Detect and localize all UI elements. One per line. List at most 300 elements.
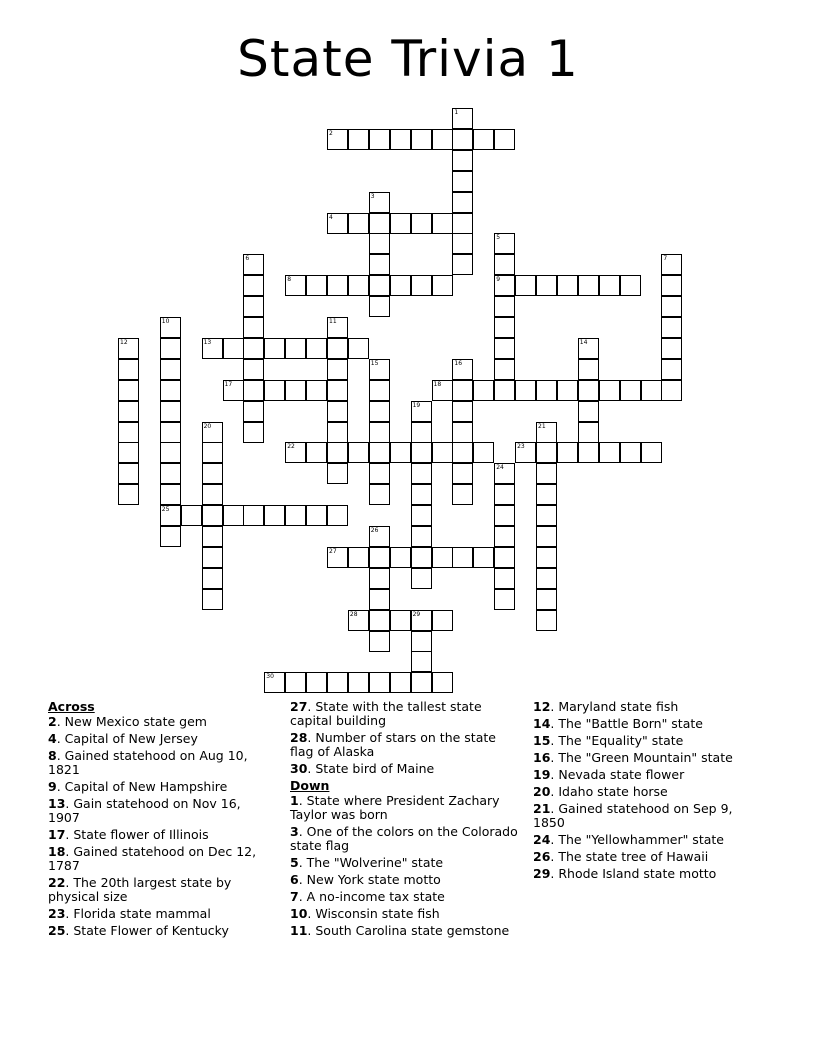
grid-cell[interactable] bbox=[202, 547, 223, 568]
grid-cell[interactable] bbox=[411, 442, 432, 463]
across-clue-list-continued bbox=[290, 700, 520, 776]
grid-cell[interactable] bbox=[369, 442, 390, 463]
grid-cell[interactable] bbox=[118, 463, 139, 484]
grid-cell[interactable] bbox=[661, 338, 682, 359]
grid-cell[interactable] bbox=[223, 505, 244, 526]
grid-cell[interactable] bbox=[452, 401, 473, 422]
grid-cell[interactable] bbox=[452, 108, 473, 129]
cell-number: 30 bbox=[266, 673, 274, 681]
cell-number: 23 bbox=[517, 443, 525, 451]
clue-number: 4 bbox=[48, 731, 57, 746]
grid-cell[interactable] bbox=[494, 463, 515, 484]
clue-item: 29. Rhode Island state motto bbox=[533, 866, 717, 881]
grid-cell[interactable] bbox=[348, 129, 369, 150]
grid-cell[interactable] bbox=[411, 547, 432, 568]
grid-cell[interactable] bbox=[327, 338, 348, 359]
clue-item: 23. Florida state mammal bbox=[48, 906, 211, 921]
grid-cell[interactable] bbox=[432, 610, 453, 631]
clue-item: 11. South Carolina state gemstone bbox=[290, 923, 510, 938]
grid-cell[interactable] bbox=[202, 338, 223, 359]
grid-cell[interactable] bbox=[411, 631, 432, 652]
clue-number: 2 bbox=[48, 714, 57, 729]
clue-item: 5. The "Wolverine" state bbox=[290, 855, 444, 870]
grid-cell[interactable] bbox=[348, 610, 369, 631]
grid-cell[interactable] bbox=[369, 589, 390, 610]
clue-item: 20. Idaho state horse bbox=[533, 784, 668, 799]
clue-number: 13 bbox=[48, 796, 66, 811]
clue-text: State with the tallest state capital building bbox=[290, 699, 482, 728]
grid-cell[interactable] bbox=[557, 442, 578, 463]
grid-cell[interactable] bbox=[494, 484, 515, 505]
grid-cell[interactable] bbox=[473, 547, 494, 568]
grid-cell[interactable] bbox=[599, 380, 620, 401]
clue-number: 10 bbox=[290, 906, 308, 921]
grid-cell[interactable] bbox=[599, 442, 620, 463]
grid-cell[interactable] bbox=[306, 505, 327, 526]
grid-cell[interactable] bbox=[285, 380, 306, 401]
grid-cell[interactable] bbox=[327, 213, 348, 234]
grid-cell[interactable] bbox=[285, 505, 306, 526]
grid-cell[interactable] bbox=[641, 442, 662, 463]
clue-number: 19 bbox=[533, 767, 551, 782]
cell-number: 9 bbox=[496, 276, 501, 284]
grid-cell[interactable] bbox=[243, 338, 264, 359]
grid-cell[interactable] bbox=[369, 129, 390, 150]
grid-cell[interactable] bbox=[494, 338, 515, 359]
grid-cell[interactable] bbox=[306, 672, 327, 693]
grid-cell[interactable] bbox=[620, 442, 641, 463]
clue-text: The 20th largest state by physical size bbox=[48, 875, 232, 904]
grid-cell[interactable] bbox=[452, 171, 473, 192]
grid-cell[interactable] bbox=[432, 275, 453, 296]
grid-cell[interactable] bbox=[327, 672, 348, 693]
grid-cell[interactable] bbox=[369, 296, 390, 317]
grid-cell[interactable] bbox=[306, 338, 327, 359]
grid-cell[interactable] bbox=[160, 442, 181, 463]
grid-cell[interactable] bbox=[369, 463, 390, 484]
clue-item: 10. Wisconsin state fish bbox=[290, 906, 440, 921]
grid-cell[interactable] bbox=[494, 505, 515, 526]
clue-text: The state tree of Hawaii bbox=[558, 849, 709, 864]
grid-cell[interactable] bbox=[411, 610, 432, 631]
clue-text: State where President Zachary Taylor was born bbox=[290, 793, 500, 822]
clue-item: 1. State where President Zachary Taylor was born bbox=[290, 793, 500, 822]
clue-item: 21. Gained statehood on Sep 9, 1850 bbox=[533, 801, 733, 830]
grid-cell[interactable] bbox=[202, 484, 223, 505]
grid-cell[interactable] bbox=[452, 547, 473, 568]
grid-cell[interactable] bbox=[411, 484, 432, 505]
grid-cell[interactable] bbox=[285, 672, 306, 693]
grid-cell[interactable] bbox=[160, 338, 181, 359]
grid-cell[interactable] bbox=[536, 505, 557, 526]
grid-cell[interactable] bbox=[411, 401, 432, 422]
grid-cell[interactable] bbox=[160, 359, 181, 380]
grid-cell[interactable] bbox=[369, 422, 390, 443]
grid-cell[interactable] bbox=[202, 463, 223, 484]
grid-cell[interactable] bbox=[348, 275, 369, 296]
grid-cell[interactable] bbox=[494, 568, 515, 589]
grid-cell[interactable] bbox=[160, 484, 181, 505]
grid-cell[interactable] bbox=[243, 380, 264, 401]
clue-number: 24 bbox=[533, 832, 551, 847]
grid-cell[interactable] bbox=[578, 422, 599, 443]
grid-cell[interactable] bbox=[243, 422, 264, 443]
grid-cell[interactable] bbox=[390, 442, 411, 463]
grid-cell[interactable] bbox=[327, 442, 348, 463]
grid-cell[interactable] bbox=[432, 380, 453, 401]
clue-text: Capital of New Jersey bbox=[64, 731, 198, 746]
clue-number: 14 bbox=[533, 716, 551, 731]
clue-number: 6 bbox=[290, 872, 299, 887]
grid-cell[interactable] bbox=[494, 233, 515, 254]
grid-cell[interactable] bbox=[306, 380, 327, 401]
grid-cell[interactable] bbox=[557, 275, 578, 296]
grid-cell[interactable] bbox=[494, 526, 515, 547]
grid-cell[interactable] bbox=[327, 129, 348, 150]
grid-cell[interactable] bbox=[285, 338, 306, 359]
grid-cell[interactable] bbox=[202, 568, 223, 589]
clue-text: Idaho state horse bbox=[558, 784, 668, 799]
grid-cell[interactable] bbox=[348, 338, 369, 359]
grid-cell[interactable] bbox=[243, 401, 264, 422]
across-heading: Across bbox=[48, 699, 95, 714]
grid-cell[interactable] bbox=[494, 254, 515, 275]
across-clue-list bbox=[48, 715, 263, 938]
grid-cell[interactable] bbox=[181, 505, 202, 526]
clue-item: 27. State with the tallest state capital building bbox=[290, 699, 482, 728]
grid-cell[interactable] bbox=[536, 463, 557, 484]
grid-cell[interactable] bbox=[452, 254, 473, 275]
grid-cell[interactable] bbox=[494, 275, 515, 296]
grid-cell[interactable] bbox=[578, 442, 599, 463]
clue-item: 18. Gained statehood on Dec 12, 1787 bbox=[48, 844, 257, 873]
clue-text: Gained statehood on Aug 10, 1821 bbox=[48, 748, 248, 777]
cell-number: 8 bbox=[287, 276, 292, 284]
clue-number: 11 bbox=[290, 923, 308, 938]
clue-number: 27 bbox=[290, 699, 308, 714]
grid-cell[interactable] bbox=[452, 484, 473, 505]
clue-item: 17. State flower of Illinois bbox=[48, 827, 209, 842]
grid-cell[interactable] bbox=[202, 422, 223, 443]
clue-text: New Mexico state gem bbox=[64, 714, 207, 729]
grid-cell[interactable] bbox=[515, 275, 536, 296]
grid-cell[interactable] bbox=[369, 631, 390, 652]
clue-number: 25 bbox=[48, 923, 66, 938]
clue-number: 30 bbox=[290, 761, 308, 776]
grid-cell[interactable] bbox=[452, 213, 473, 234]
grid-cell[interactable] bbox=[536, 442, 557, 463]
grid-cell[interactable] bbox=[223, 338, 244, 359]
grid-cell[interactable] bbox=[160, 380, 181, 401]
grid-cell[interactable] bbox=[390, 213, 411, 234]
grid-cell[interactable] bbox=[473, 129, 494, 150]
grid-cell[interactable] bbox=[327, 422, 348, 443]
clue-text: Maryland state fish bbox=[558, 699, 679, 714]
grid-cell[interactable] bbox=[369, 380, 390, 401]
grid-cell[interactable] bbox=[578, 401, 599, 422]
clue-text: New York state motto bbox=[306, 872, 441, 887]
grid-cell[interactable] bbox=[494, 296, 515, 317]
clue-number: 9 bbox=[48, 779, 57, 794]
grid-cell[interactable] bbox=[515, 442, 536, 463]
clue-number: 15 bbox=[533, 733, 551, 748]
grid-cell[interactable] bbox=[536, 610, 557, 631]
cell-number: 18 bbox=[433, 380, 442, 388]
clue-number: 26 bbox=[533, 849, 551, 864]
grid-cell[interactable] bbox=[432, 129, 453, 150]
clues-column-1 bbox=[48, 700, 263, 941]
grid-cell[interactable] bbox=[452, 233, 473, 254]
grid-cell[interactable] bbox=[160, 526, 181, 547]
grid-cell[interactable] bbox=[557, 380, 578, 401]
grid-cell[interactable] bbox=[160, 401, 181, 422]
grid-cell[interactable] bbox=[494, 129, 515, 150]
grid-cell[interactable] bbox=[411, 275, 432, 296]
clue-number: 16 bbox=[533, 750, 551, 765]
grid-cell[interactable] bbox=[118, 484, 139, 505]
grid-cell[interactable] bbox=[118, 359, 139, 380]
grid-cell[interactable] bbox=[160, 505, 181, 526]
clue-text: Gain statehood on Nov 16, 1907 bbox=[48, 796, 241, 825]
grid-cell[interactable] bbox=[223, 380, 244, 401]
grid-cell[interactable] bbox=[411, 651, 432, 672]
down-clue-list-continued bbox=[533, 700, 763, 881]
grid-cell[interactable] bbox=[661, 296, 682, 317]
grid-cell[interactable] bbox=[264, 338, 285, 359]
grid-cell[interactable] bbox=[369, 275, 390, 296]
grid-cell[interactable] bbox=[118, 380, 139, 401]
grid-cell[interactable] bbox=[160, 422, 181, 443]
grid-cell[interactable] bbox=[306, 275, 327, 296]
grid-cell[interactable] bbox=[243, 317, 264, 338]
clue-number: 1 bbox=[290, 793, 299, 808]
clue-text: State bird of Maine bbox=[315, 761, 435, 776]
grid-cell[interactable] bbox=[202, 505, 223, 526]
grid-cell[interactable] bbox=[432, 213, 453, 234]
grid-cell[interactable] bbox=[369, 547, 390, 568]
clue-text: Number of stars on the state flag of Alaska bbox=[290, 730, 496, 759]
clue-number: 21 bbox=[533, 801, 551, 816]
clue-text: Gained statehood on Sep 9, 1850 bbox=[533, 801, 733, 830]
grid-cell[interactable] bbox=[118, 338, 139, 359]
grid-cell[interactable] bbox=[264, 672, 285, 693]
grid-cell[interactable] bbox=[515, 380, 536, 401]
grid-cell[interactable] bbox=[411, 129, 432, 150]
grid-cell[interactable] bbox=[661, 359, 682, 380]
grid-cell[interactable] bbox=[661, 317, 682, 338]
clue-item: 26. The state tree of Hawaii bbox=[533, 849, 709, 864]
grid-cell[interactable] bbox=[327, 275, 348, 296]
grid-cell[interactable] bbox=[578, 275, 599, 296]
grid-cell[interactable] bbox=[264, 505, 285, 526]
grid-cell[interactable] bbox=[369, 672, 390, 693]
grid-cell[interactable] bbox=[452, 150, 473, 171]
grid-cell[interactable] bbox=[348, 442, 369, 463]
grid-cell[interactable] bbox=[348, 672, 369, 693]
clue-item: 24. The "Yellowhammer" state bbox=[533, 832, 724, 847]
clue-text: A no-income tax state bbox=[306, 889, 445, 904]
cell-number: 21 bbox=[538, 422, 546, 430]
grid-cell[interactable] bbox=[620, 275, 641, 296]
cell-number: 13 bbox=[203, 338, 212, 346]
grid-cell[interactable] bbox=[327, 463, 348, 484]
grid-cell[interactable] bbox=[306, 442, 327, 463]
grid-cell[interactable] bbox=[452, 129, 473, 150]
grid-cell[interactable] bbox=[432, 672, 453, 693]
grid-cell[interactable] bbox=[369, 610, 390, 631]
cell-number: 14 bbox=[579, 338, 588, 346]
clue-text: Rhode Island state motto bbox=[558, 866, 717, 881]
grid-cell[interactable] bbox=[599, 275, 620, 296]
clue-number: 22 bbox=[48, 875, 66, 890]
grid-cell[interactable] bbox=[243, 505, 264, 526]
page-title: State Trivia 1 bbox=[237, 30, 579, 88]
clue-text: The "Wolverine" state bbox=[306, 855, 444, 870]
grid-cell[interactable] bbox=[160, 463, 181, 484]
clue-text: The "Battle Born" state bbox=[558, 716, 703, 731]
down-clue-list bbox=[290, 794, 520, 938]
grid-cell[interactable] bbox=[264, 380, 285, 401]
grid-cell[interactable] bbox=[536, 275, 557, 296]
grid-cell[interactable] bbox=[620, 380, 641, 401]
clue-number: 7 bbox=[290, 889, 299, 904]
grid-cell[interactable] bbox=[369, 568, 390, 589]
grid-cell[interactable] bbox=[536, 380, 557, 401]
grid-cell[interactable] bbox=[369, 401, 390, 422]
grid-cell[interactable] bbox=[578, 380, 599, 401]
grid-cell[interactable] bbox=[327, 380, 348, 401]
grid-cell[interactable] bbox=[536, 589, 557, 610]
grid-cell[interactable] bbox=[285, 275, 306, 296]
grid-cell[interactable] bbox=[369, 192, 390, 213]
clue-number: 12 bbox=[533, 699, 551, 714]
grid-cell[interactable] bbox=[494, 317, 515, 338]
grid-cell[interactable] bbox=[118, 422, 139, 443]
grid-cell[interactable] bbox=[473, 442, 494, 463]
clue-text: State Flower of Kentucky bbox=[73, 923, 229, 938]
grid-cell[interactable] bbox=[118, 401, 139, 422]
clue-item: 2. New Mexico state gem bbox=[48, 714, 207, 729]
clues-column-3 bbox=[533, 700, 763, 884]
grid-cell[interactable] bbox=[369, 484, 390, 505]
grid-cell[interactable] bbox=[390, 547, 411, 568]
grid-cell[interactable] bbox=[390, 129, 411, 150]
grid-cell[interactable] bbox=[641, 380, 662, 401]
clue-number: 20 bbox=[533, 784, 551, 799]
grid-cell[interactable] bbox=[327, 359, 348, 380]
grid-cell[interactable] bbox=[536, 422, 557, 443]
grid-cell[interactable] bbox=[452, 359, 473, 380]
grid-cell[interactable] bbox=[243, 296, 264, 317]
cell-number: 4 bbox=[329, 213, 333, 221]
grid-cell[interactable] bbox=[578, 338, 599, 359]
clue-item: 13. Gain statehood on Nov 16, 1907 bbox=[48, 796, 241, 825]
clue-text: The "Equality" state bbox=[558, 733, 684, 748]
grid-cell[interactable] bbox=[452, 463, 473, 484]
grid-cell[interactable] bbox=[390, 610, 411, 631]
grid-cell[interactable] bbox=[202, 589, 223, 610]
grid-cell[interactable] bbox=[243, 254, 264, 275]
grid-cell[interactable] bbox=[536, 547, 557, 568]
grid-cell[interactable] bbox=[411, 505, 432, 526]
grid-cell[interactable] bbox=[369, 359, 390, 380]
grid-cell[interactable] bbox=[348, 547, 369, 568]
grid-cell[interactable] bbox=[536, 526, 557, 547]
grid-cell[interactable] bbox=[327, 317, 348, 338]
grid-cell[interactable] bbox=[327, 401, 348, 422]
clue-item: 9. Capital of New Hampshire bbox=[48, 779, 228, 794]
grid-cell[interactable] bbox=[452, 192, 473, 213]
clue-text: One of the colors on the Colorado state flag bbox=[290, 824, 518, 853]
cell-number: 2 bbox=[329, 129, 333, 137]
cell-number: 26 bbox=[370, 527, 379, 534]
grid-cell[interactable] bbox=[473, 380, 494, 401]
grid-cell[interactable] bbox=[202, 442, 223, 463]
grid-cell[interactable] bbox=[285, 442, 306, 463]
clue-item: 8. Gained statehood on Aug 10, 1821 bbox=[48, 748, 248, 777]
grid-cell[interactable] bbox=[411, 463, 432, 484]
grid-cell[interactable] bbox=[452, 422, 473, 443]
cell-number: 10 bbox=[161, 318, 170, 325]
grid-cell[interactable] bbox=[411, 672, 432, 693]
grid-cell[interactable] bbox=[661, 380, 682, 401]
grid-cell[interactable] bbox=[661, 275, 682, 296]
grid-cell[interactable] bbox=[536, 484, 557, 505]
grid-cell[interactable] bbox=[411, 568, 432, 589]
grid-cell[interactable] bbox=[202, 526, 223, 547]
grid-cell[interactable] bbox=[369, 526, 390, 547]
grid-cell[interactable] bbox=[661, 254, 682, 275]
grid-cell[interactable] bbox=[432, 442, 453, 463]
clue-number: 3 bbox=[290, 824, 299, 839]
grid-cell[interactable] bbox=[432, 547, 453, 568]
grid-cell[interactable] bbox=[369, 254, 390, 275]
cell-number: 20 bbox=[203, 422, 212, 430]
grid-cell[interactable] bbox=[369, 213, 390, 234]
grid-cell[interactable] bbox=[327, 547, 348, 568]
grid-cell[interactable] bbox=[243, 359, 264, 380]
grid-cell[interactable] bbox=[452, 442, 473, 463]
grid-cell[interactable] bbox=[390, 672, 411, 693]
grid-cell[interactable] bbox=[411, 422, 432, 443]
grid-cell[interactable] bbox=[118, 442, 139, 463]
grid-cell[interactable] bbox=[348, 213, 369, 234]
grid-cell[interactable] bbox=[411, 526, 432, 547]
grid-cell[interactable] bbox=[327, 505, 348, 526]
grid-cell[interactable] bbox=[390, 275, 411, 296]
grid-cell[interactable] bbox=[494, 589, 515, 610]
clue-text: South Carolina state gemstone bbox=[315, 923, 510, 938]
grid-cell[interactable] bbox=[578, 359, 599, 380]
clue-item: 12. Maryland state fish bbox=[533, 699, 679, 714]
grid-cell[interactable] bbox=[494, 547, 515, 568]
grid-cell[interactable] bbox=[452, 380, 473, 401]
grid-cell[interactable] bbox=[411, 213, 432, 234]
cell-number: 25 bbox=[161, 506, 170, 514]
grid-cell[interactable] bbox=[160, 317, 181, 338]
clue-text: The "Green Mountain" state bbox=[558, 750, 733, 765]
grid-cell[interactable] bbox=[243, 275, 264, 296]
cell-number: 6 bbox=[245, 255, 250, 263]
clue-number: 17 bbox=[48, 827, 66, 842]
grid-cell[interactable] bbox=[536, 568, 557, 589]
clue-number: 8 bbox=[48, 748, 57, 763]
clue-item: 3. One of the colors on the Colorado state flag bbox=[290, 824, 518, 853]
grid-cell[interactable] bbox=[369, 233, 390, 254]
clue-number: 5 bbox=[290, 855, 299, 870]
grid-cell[interactable] bbox=[494, 380, 515, 401]
grid-cell[interactable] bbox=[494, 359, 515, 380]
